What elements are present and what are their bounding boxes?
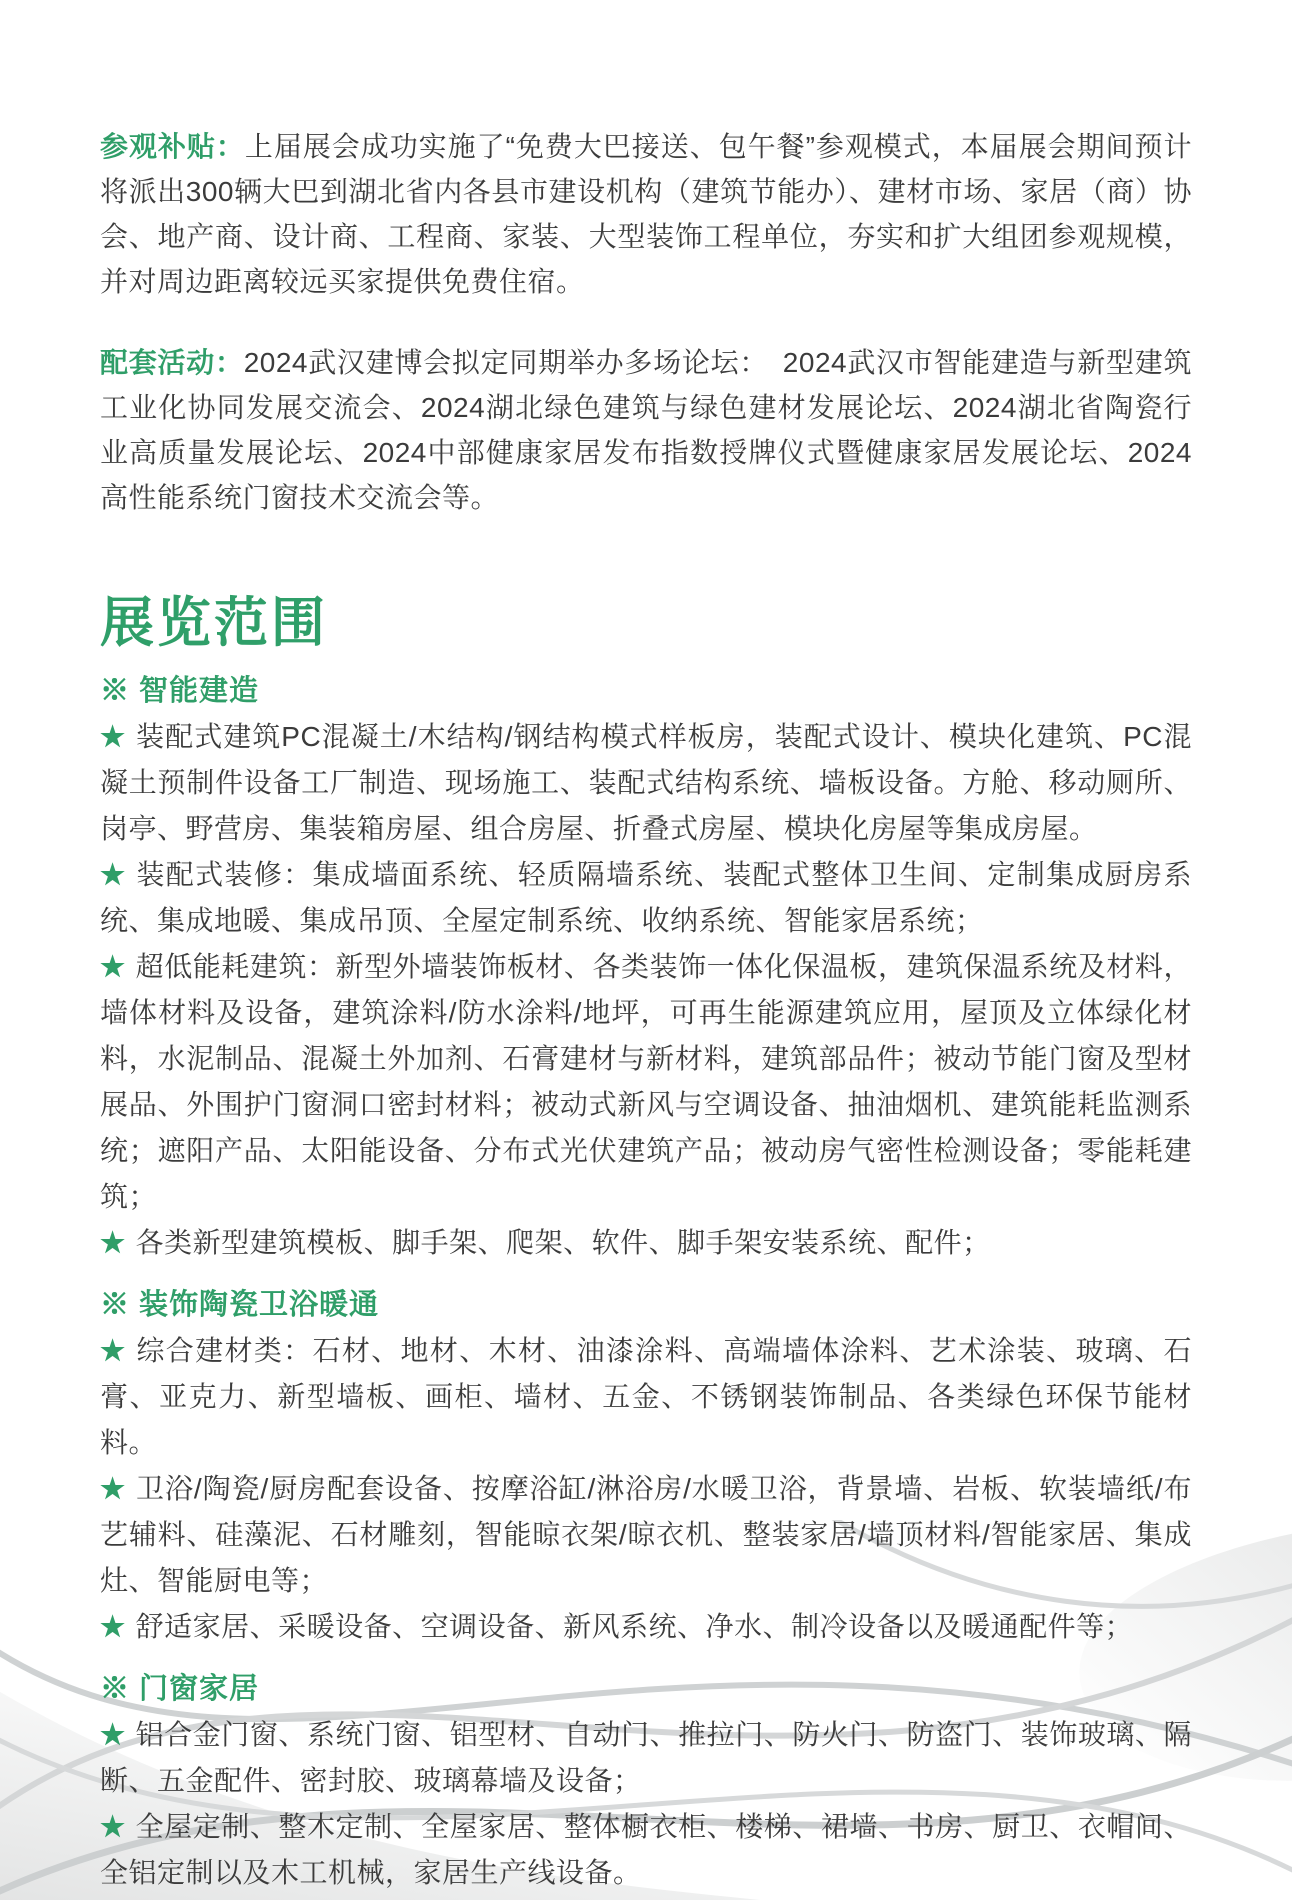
list-item: [100, 1804, 1192, 1896]
list-item-text: 综合建材类：石材、地材、木材、油漆涂料、高端墙体涂料、艺术涂装、玻璃、石膏、亚克力、新型墙板、画柜、墙材、五金、不锈钢装饰制品、各类绿色环保节能材料。: [100, 1335, 1192, 1458]
star-bullet-icon: ★: [100, 1473, 127, 1504]
list-item: [100, 944, 1192, 1220]
list-item: [100, 1604, 1192, 1650]
star-bullet-icon: ★: [100, 1719, 126, 1750]
list-item: [100, 1220, 1192, 1266]
list-item-text: 各类新型建筑模板、脚手架、爬架、软件、脚手架安装系统、配件；: [135, 1227, 991, 1258]
star-bullet-icon: ★: [100, 951, 126, 982]
star-bullet-icon: ★: [100, 1611, 126, 1642]
list-item-text: 装配式装修：集成墙面系统、轻质隔墙系统、装配式整体卫生间、定制集成厨房系统、集成地暖、集成吊顶、全屋定制系统、收纳系统、智能家居系统；: [100, 859, 1192, 936]
star-bullet-icon: ★: [100, 859, 127, 890]
page-title: 展览范围: [100, 593, 328, 653]
paragraph-supporting-activities: [100, 340, 1192, 520]
list-item: [100, 1712, 1192, 1804]
visit-subsidy-text: 上届展会成功实施了“免费大巴接送、包午餐”参观模式，本届展会期间预计将派出300辆大巴到湖北省内各县市建设机构（建筑节能办）、建材市场、家居（商）协会、地产商、设计商、工程商、家装、大型装饰工程单位，夯实和扩大组团参观规模，并对周边距离较远买家提供免费住宿。: [100, 131, 1192, 297]
paragraph-visit-subsidy: [100, 0, 1192, 304]
list-item: [100, 852, 1192, 944]
star-bullet-icon: ★: [100, 1811, 126, 1842]
list-item-text: 全屋定制、整木定制、全屋家居、整体橱衣柜、楼梯、裙墙、书房、厨卫、衣帽间、全铝定制以及木工机械，家居生产线设备。: [100, 1811, 1192, 1888]
star-bullet-icon: ★: [100, 1335, 127, 1366]
list-item: [100, 1466, 1192, 1604]
list-item: [100, 714, 1192, 852]
list-item-text: 卫浴/陶瓷/厨房配套设备、按摩浴缸/淋浴房/水暖卫浴，背景墙、岩板、软装墙纸/布艺辅料、硅藻泥、石材雕刻，智能晾衣架/晾衣机、整装家居/墙顶材料/智能家居、集成灶、智能厨电等；: [100, 1473, 1192, 1596]
supporting-activities-label: 配套活动：: [100, 347, 244, 378]
list-item-text: 超低能耗建筑：新型外墙装饰板材、各类装饰一体化保温板，建筑保温系统及材料，墙体材料及设备，建筑涂料/防水涂料/地坪，可再生能源建筑应用，屋顶及立体绿化材料，水泥制品、混凝土外加剂、石膏建材与新材料，建筑部品件；被动节能门窗及型材展品、外围护门窗洞口密封材料；被动式新风与空调设备、抽油烟机、建筑能耗监测系统；遮阳产品、太阳能设备、分布式光伏建筑产品；被动房气密性检测设备；零能耗建筑；: [100, 951, 1192, 1212]
list-item: [100, 1328, 1192, 1466]
visit-subsidy-label: 参观补贴：: [100, 131, 245, 162]
star-bullet-icon: ★: [100, 721, 127, 752]
list-item-text: 铝合金门窗、系统门窗、铝型材、自动门、推拉门、防火门、防盗门、装饰玻璃、隔断、五金配件、密封胶、玻璃幕墙及设备；: [100, 1719, 1192, 1796]
list-item-text: 舒适家居、采暖设备、空调设备、新风系统、净水、制冷设备以及暖通配件等；: [135, 1611, 1134, 1642]
supporting-activities-text: 2024武汉建博会拟定同期举办多场论坛： 2024武汉市智能建造与新型建筑工业化协同发展交流会、2024湖北绿色建筑与绿色建材发展论坛、2024湖北省陶瓷行业高质量发展论坛、2024中部健康家居发布指数授牌仪式暨健康家居发展论坛、2024高性能系统门窗技术交流会等。: [100, 347, 1192, 513]
group-heading-doors-windows-home: ※ 门窗家居: [100, 1673, 260, 1705]
list-item-text: 装配式建筑PC混凝土/木结构/钢结构模式样板房，装配式设计、模块化建筑、PC混凝土预制件设备工厂制造、现场施工、装配式结构系统、墙板设备。方舱、移动厕所、岗亭、野营房、集装箱房屋、组合房屋、折叠式房屋、模块化房屋等集成房屋。: [100, 721, 1192, 844]
group-heading-ceramics-bath-hvac: ※ 装饰陶瓷卫浴暖通: [100, 1289, 380, 1321]
star-bullet-icon: ★: [100, 1227, 126, 1258]
group-heading-smart-construction: ※ 智能建造: [100, 675, 260, 707]
